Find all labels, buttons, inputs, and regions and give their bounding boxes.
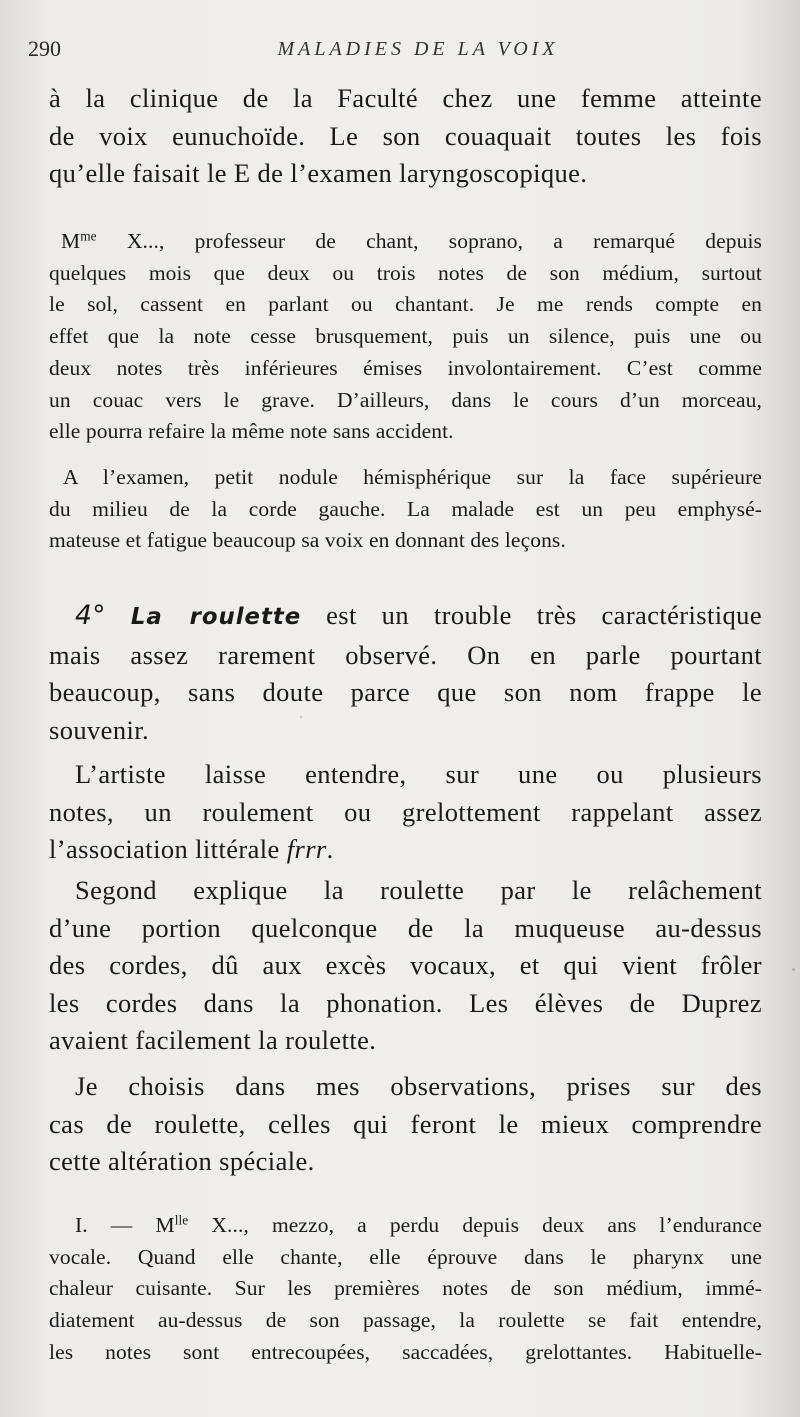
text-line: vocale. Quand elle chante, elle éprouve dans le pharynx une [49, 1244, 762, 1269]
text-line: chaleur cuisante. Sur les premières notes de son médium, immé- [49, 1276, 762, 1301]
observation-one [49, 1210, 762, 1369]
text-line: à la clinique de la Faculté chez une femme atteinte [49, 83, 762, 113]
observation-line-rest: X..., professeur de chant, soprano, a remarqué depuis [96, 229, 762, 253]
segond-paragraph [49, 872, 762, 1060]
text-line: de voix eunuchoïde. Le son couaquait toutes les fois [49, 120, 762, 151]
observation-number: I. — M [75, 1213, 175, 1237]
text-line: d’une portion quelconque de la muqueuse au-dessus [49, 912, 762, 943]
artiste-paragraph [49, 756, 762, 869]
running-title: MALADIES DE LA VOIX [277, 38, 559, 60]
text-line: Je choisis dans mes observations, prises sur des [75, 1071, 762, 1101]
text-line: notes, un roulement ou grelottement rappelant assez [49, 796, 762, 827]
section-line-rest: est un trouble très caractéristique [301, 600, 762, 630]
text-line: L’artiste laisse entendre, sur une ou plusieurs [75, 759, 762, 789]
text-line [49, 1210, 762, 1242]
text-line: effet que la note cesse brusquement, puis un silence, puis une ou [49, 324, 762, 349]
section-title: La roulette [130, 604, 302, 630]
text-line: cas de roulette, celles qui feront le mieux comprendre [49, 1108, 762, 1139]
continuation-paragraph [49, 80, 762, 193]
text-line: deux notes très inférieures émises involontairement. C’est comme [49, 355, 762, 380]
page-number: 290 [28, 36, 61, 61]
text-line: les notes sont entrecoupées, saccadées, grelottantes. Habituelle- [49, 1339, 762, 1364]
text-line: Segond explique la roulette par le relâchement [75, 875, 762, 905]
section-roulette [49, 597, 762, 749]
observation-subject-prefix: M [61, 229, 81, 253]
observation-line-rest: X..., mezzo, a perdu depuis deux ans l’endurance [188, 1213, 762, 1237]
text-line: les cordes dans la phonation. Les élèves de Duprez [49, 987, 762, 1018]
text-line: souvenir. [49, 714, 150, 745]
text-fragment: . [326, 834, 334, 865]
text-line: diatement au-dessus de son passage, la roulette se fait entendre, [49, 1308, 762, 1333]
text-line: elle pourra refaire la même note sans accident. [49, 419, 454, 444]
observation-subject-sup: me [80, 228, 97, 244]
text-line: cette altération spéciale. [49, 1146, 315, 1177]
italic-term: frrr [286, 834, 327, 865]
text-line: beaucoup, sans doute parce que son nom frappe le [49, 677, 762, 708]
text-line: le sol, cassent en parlant ou chantant. Je me rends compte en [49, 292, 762, 317]
text-line [49, 597, 762, 637]
text-line: du milieu de la corde gauche. La malade est un peu emphysé- [49, 496, 762, 521]
paper-speck [792, 968, 795, 971]
observation-sup: lle [174, 1212, 189, 1228]
choisis-paragraph [49, 1068, 762, 1181]
section-number: 4° [75, 600, 106, 631]
running-head [28, 36, 768, 66]
text-line: A l’examen, petit nodule hémisphérique sur la face supérieure [63, 465, 762, 489]
text-line: qu’elle faisait le E de l’examen laryngoscopique. [49, 158, 588, 189]
text-line: mateuse et fatigue beaucoup sa voix en donnant des leçons. [49, 528, 566, 553]
text-line: quelques mois que deux ou trois notes de son médium, surtout [49, 260, 762, 285]
examination-paragraph [49, 462, 762, 557]
text-line [49, 831, 762, 869]
text-fragment: l’association littérale [49, 834, 287, 865]
paper-speck [300, 716, 302, 718]
observation-paragraph [49, 226, 762, 448]
text-line: mais assez rarement observé. On en parle pourtant [49, 639, 762, 670]
text-line [49, 226, 762, 258]
text-line: des cordes, dû aux excès vocaux, et qui vient frôler [49, 950, 762, 981]
text-line: un couac vers le grave. D’ailleurs, dans le cours d’un morceau, [49, 387, 762, 412]
text-line: avaient facilement la roulette. [49, 1025, 377, 1056]
